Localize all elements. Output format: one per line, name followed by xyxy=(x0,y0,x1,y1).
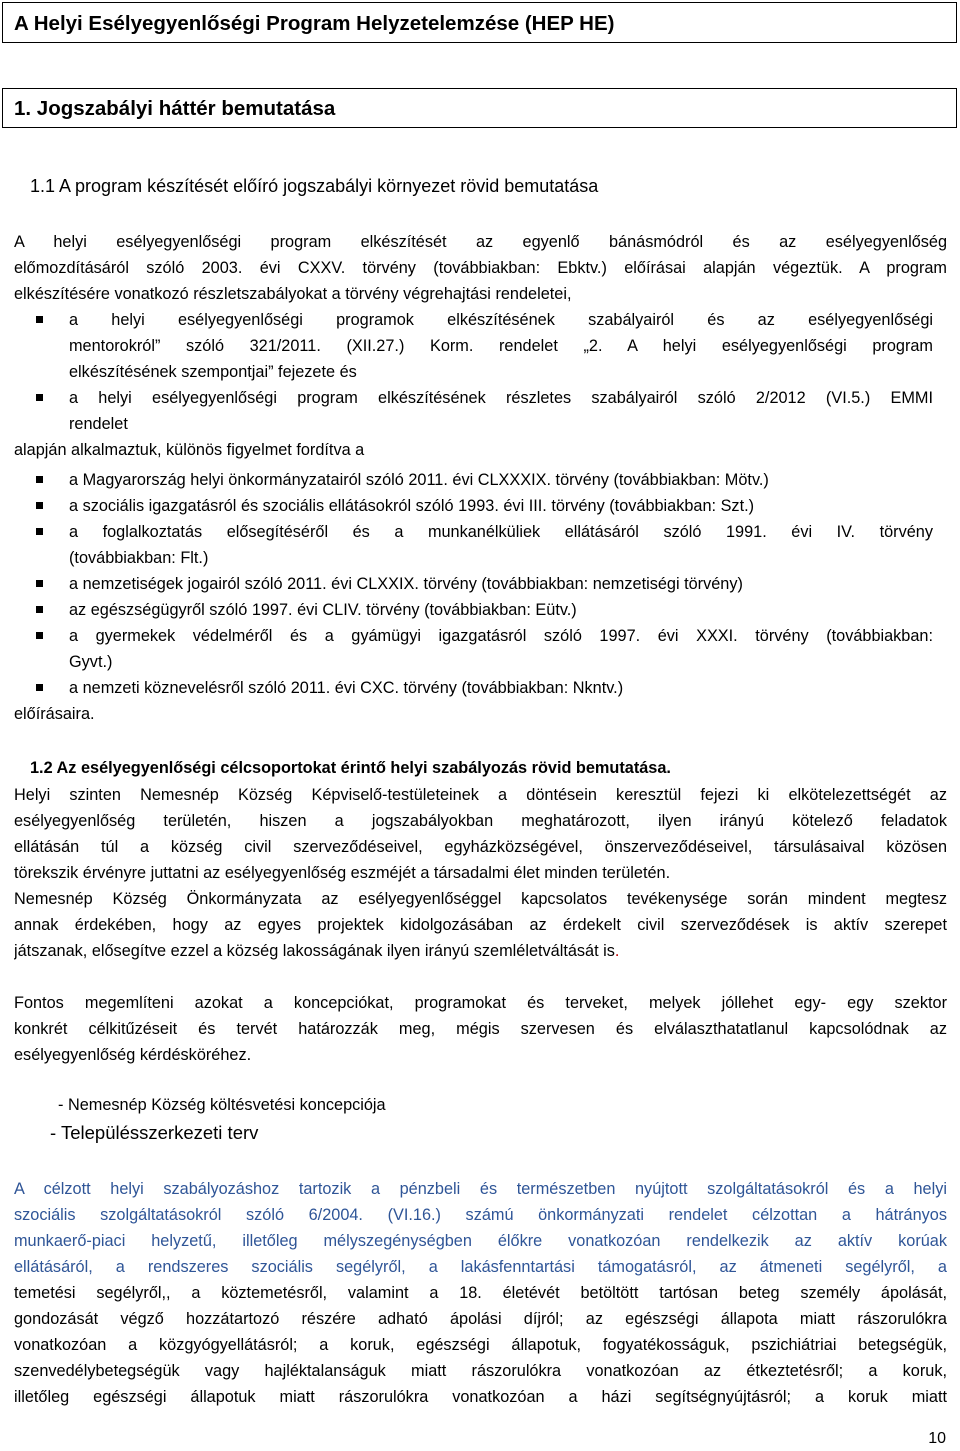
bullet-square-icon xyxy=(36,580,43,587)
text-line: mentorokról” szóló 321/2011. (XII.27.) Korm. rendelet „2. A helyi esélyegyenlőségi program xyxy=(69,337,933,355)
text-line: elkészítésének szempontjai” fejezete és xyxy=(69,363,357,381)
text-line: gondozását végző hozzátartozó részére adható ápolási díjról; az egészségi állapota miatt rászorulókra xyxy=(14,1310,947,1328)
bullet-square-icon xyxy=(36,632,43,639)
bullet-square-icon xyxy=(36,606,43,613)
text-line: előmozdításáról szóló 2003. évi CXXV. törvény (továbbiakban: Ebktv.) előírásai alapján végeztük. A program xyxy=(14,259,947,277)
text-line: temetési segélyről,, a köztemetésről, valamint a 18. életévét betöltött tartósan beteg személy ápolását, xyxy=(14,1284,947,1302)
text-line: illetőleg egészségi állapotuk miatt rászorulókra vonatkozóan a házi segítségnyújtásról; a koruk miatt xyxy=(14,1388,947,1406)
bullet-square-icon xyxy=(36,476,43,483)
bullet-square-icon xyxy=(36,316,43,323)
paragraph-4 xyxy=(14,1176,947,1410)
text-line: rendelet xyxy=(69,415,128,433)
subheading-1-2: 1.2 Az esélyegyenlőségi célcsoportokat érintő helyi szabályozás rövid bemutatása. xyxy=(30,759,671,777)
text-line: szenvedélybetegségük vagy hajléktalanságuk miatt rászorulókra vonatkozóan az étkeztetésről; a koruk, xyxy=(14,1362,947,1380)
text-line: vonatkozóan a közgyógyellátásról; a koruk, egészségi állapotuk, fogyatékosságuk, pszichiátriai betegségük, xyxy=(14,1336,947,1354)
paragraph-3 xyxy=(14,990,947,1068)
page-number: 10 xyxy=(928,1430,946,1447)
text-line xyxy=(14,938,947,964)
text-line: konkrét célkitűzéseit és tervét határozzák meg, mégis szervesen és elválaszthatatlanul kapcsolódnak az xyxy=(14,1020,947,1038)
text-line: Gyvt.) xyxy=(69,653,113,671)
text-line: annak érdekében, hogy az egyes projektek kidolgozásában az érdekelt civil szerveződések is aktív szerepet xyxy=(14,916,947,934)
text-line: a nemzetiségek jogairól szóló 2011. évi CLXXIX. törvény (továbbiakban: nemzetiségi törvény) xyxy=(69,575,743,593)
text-line: Fontos megemlíteni azokat a koncepciókat, programokat és terveket, melyek jóllehet egy- egy szektor xyxy=(14,994,947,1012)
text-line: a szociális igazgatásról és szociális ellátásokról szóló 1993. évi III. törvény (továbbiakban: Szt.) xyxy=(69,497,755,515)
text-line: az egészségügyről szóló 1997. évi CLIV. törvény (továbbiakban: Eütv.) xyxy=(69,601,577,619)
text-line: a gyermekek védelméről és a gyámügyi igazgatásról szóló 1997. évi XXXI. törvény (továbbiakban: xyxy=(69,627,933,645)
text-line: törekszik érvényre juttatni az esélyegyenlőség eszméjét a társadalmi élet minden területén. xyxy=(14,864,671,882)
bullet-square-icon xyxy=(36,684,43,691)
applied-line xyxy=(14,437,947,463)
text-line: Helyi szinten Nemesnép Község Képviselő-testületeinek a döntésein keresztül fejezi ki elkötelezettségét az xyxy=(14,786,947,804)
text-line: a helyi esélyegyenlőségi programok elkészítésének szabályairól és az esélyegyenlőségi xyxy=(69,311,933,329)
plan-item: - Településszerkezeti terv xyxy=(50,1122,259,1143)
text-line: a helyi esélyegyenlőségi program elkészítésének részletes szabályairól szóló 2/2012 (VI.5.) EMMI xyxy=(69,389,933,407)
text-line: esélyegyenlőség területén, hiszen a jogszabályokban meghatározott, ilyen irányú kötelező feladatok xyxy=(14,812,947,830)
bullet-square-icon xyxy=(36,528,43,535)
text-line: Nemesnép Község Önkormányzata az esélyegyenlőséggel kapcsolatos tevékenysége során mindent megtesz xyxy=(14,890,947,908)
bullet-square-icon xyxy=(36,394,43,401)
section-heading: 1. Jogszabályi háttér bemutatása xyxy=(14,97,336,120)
text-line: szociális szolgáltatásokról szóló 6/2004. (VI.16.) számú önkormányzati rendelet célzottan a hátrányos xyxy=(14,1206,947,1224)
text-line: A célzott helyi szabályozáshoz tartozik a pénzbeli és természetben nyújtott szolgáltatásokról és a helyi xyxy=(14,1180,947,1198)
section-box xyxy=(2,88,957,128)
bullet-square-icon xyxy=(36,502,43,509)
text-line: a foglalkoztatás elősegítéséről és a munkanélküliek ellátásáról szóló 1991. évi IV. törvény xyxy=(69,523,933,541)
text-line: a nemzeti köznevelésről szóló 2011. évi CXC. törvény (továbbiakban: Nkntv.) xyxy=(69,679,624,697)
text-line: munkaerő-piaci helyzetű, illetőleg mélyszegénységben élőkre vonatkozóan rendelkezik az aktív korúak xyxy=(14,1232,947,1250)
text-line: (továbbiakban: Flt.) xyxy=(69,549,209,567)
text-line: alapján alkalmaztuk, különös figyelmet fordítva a xyxy=(14,441,365,459)
text-line: elkészítésére vonatkozó részletszabályokat a törvény végrehajtási rendeletei, xyxy=(14,285,572,303)
paragraph-1 xyxy=(14,782,947,886)
paragraph-2 xyxy=(14,886,947,964)
red-period: . xyxy=(614,942,620,960)
intro-paragraph xyxy=(14,229,947,307)
text-line: A helyi esélyegyenlőségi program elkészítését az egyenlő bánásmódról és az esélyegyenlőség xyxy=(14,233,947,251)
text-line: ellátásáról, a rendszeres szociális segélyről, a lakásfenntartási támogatásról, az átmeneti segélyről, a xyxy=(14,1258,947,1276)
closing-line xyxy=(14,701,947,727)
text-line: előírásaira. xyxy=(14,705,95,723)
plan-item: - Nemesnép Község költésvetési koncepciója xyxy=(58,1096,386,1114)
text-span: játszanak, elősegítve ezzel a község lakosságának ilyen irányú szemléletváltását is xyxy=(14,942,615,960)
title-box xyxy=(2,2,957,43)
text-line: esélyegyenlőség kérdésköréhez. xyxy=(14,1046,252,1064)
text-line: ellátásán túl a község civil szerveződéseivel, egyházközségével, önszerveződéseivel, társulásaival közösen xyxy=(14,838,947,856)
document-title: A Helyi Esélyegyenlőségi Program Helyzetelemzése (HEP HE) xyxy=(14,12,615,35)
text-line: a Magyarország helyi önkormányzatairól szóló 2011. évi CLXXXIX. törvény (továbbiakban: Mötv.) xyxy=(69,471,769,489)
subheading-1-1: 1.1 A program készítését előíró jogszabályi környezet rövid bemutatása xyxy=(30,176,599,196)
